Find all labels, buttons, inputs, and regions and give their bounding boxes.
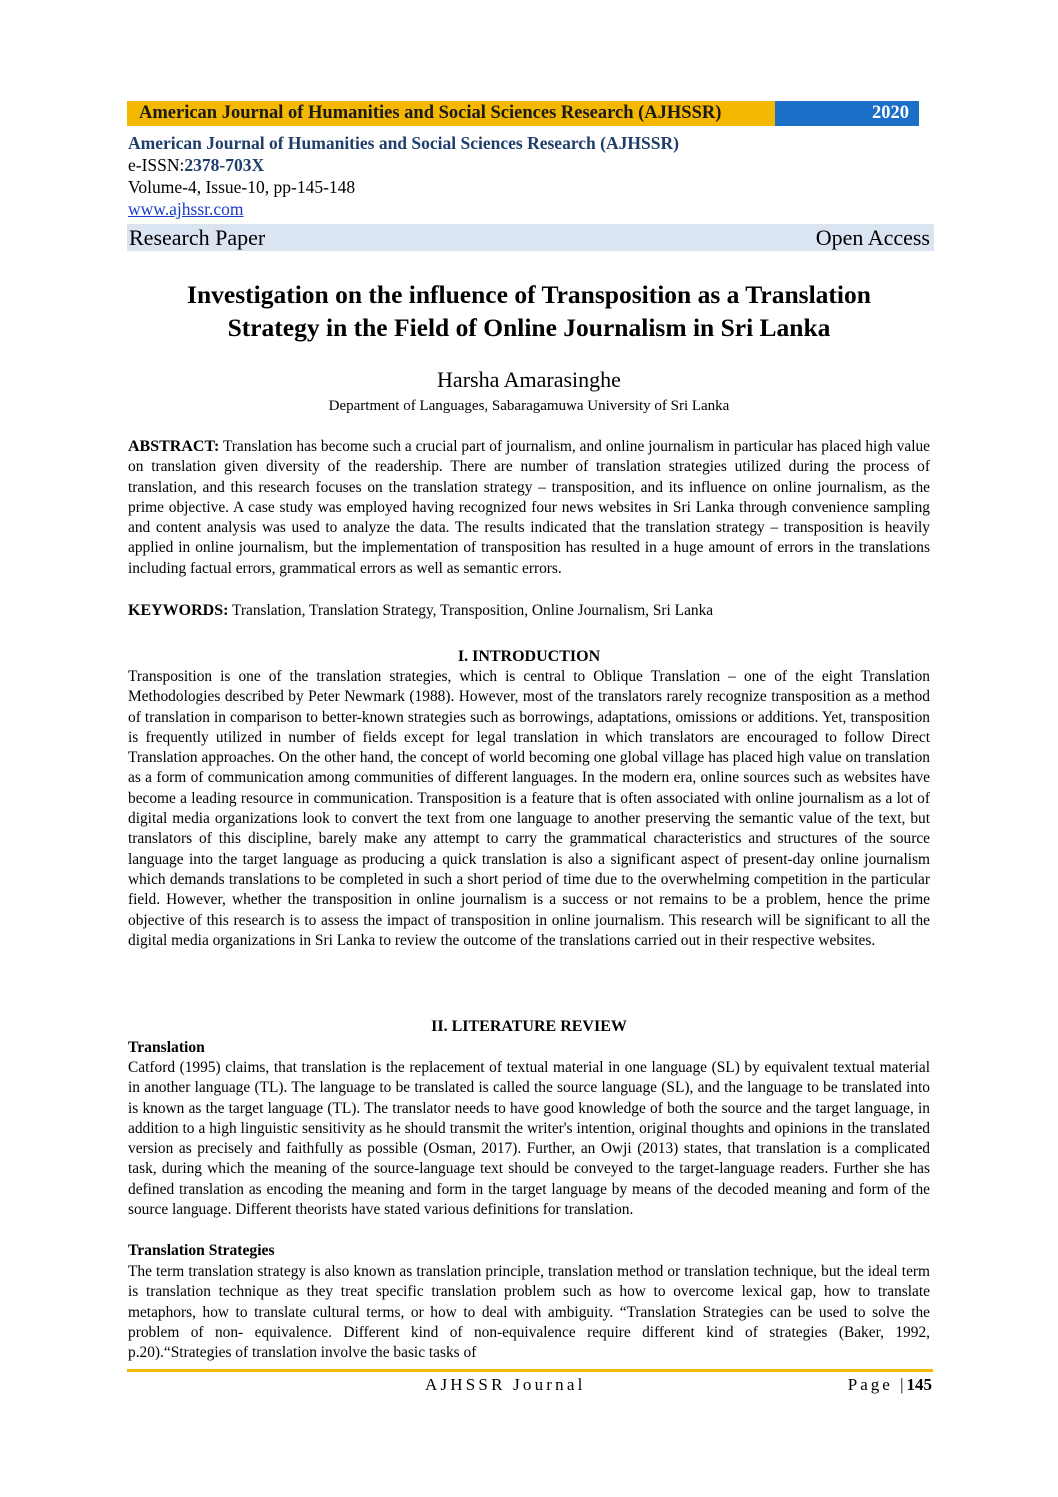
issn-label: e-ISSN: [128,155,185,175]
header-journal-title: American Journal of Humanities and Social Sciences Research (AJHSSR) [127,101,775,126]
title-line-1: Investigation on the influence of Transposition as a Translation [187,280,871,309]
issn-value: 2378-703X [184,155,265,175]
literature-review-heading: II. LITERATURE REVIEW [431,1018,627,1035]
running-header [127,101,919,126]
footer-page-number: 145 [906,1375,932,1394]
issn-line [128,154,928,176]
footer-journal: AJHSSR Journal [425,1375,586,1394]
introduction-text: Transposition is one of the translation strategies, which is central to Oblique Translation – one of the eight Translation Methodologies described by Peter Newmark (1988). However, most of the translators rarely recognize transposition as a method of translation in comparison to better-known strategies such as borrowings, adaptations, omissions or additions. Yet, transposition is frequently utilized in number of fields except for legal translation in which translators are encouraged to follow Direct Translation approaches. On the other hand, the concept of world becoming one global village has placed high value on translation as a form of communication among communities of different languages. In the modern era, online sources such as websites have become a leading resource in communication. Transposition is a feature that is often associated with online journalism as a lot of digital media organizations look to convert the text from one language to another preserving the semantic value of the text, but translators of this discipline, barely make any attempt to carry the grammatical characteristics and structures of the source language into the target language as producing a quick translation is also a significant aspect of present-day online journalism which demands translations to be completed in such a short period of time due to the overwhelming competition in the particular field. However, whether the transposition in online journalism is a success or not remains to be a problem, hence the prime objective of this research is to assess the impact of transposition in online journalism. This research will be significant to all the digital media organizations in Sri Lanka to review the outcome of the translations carried out in their respective websites. [128,668,930,949]
keywords-label: KEYWORDS: [128,602,229,619]
footer-rule [127,1369,933,1372]
introduction-heading: I. INTRODUCTION [457,648,601,665]
access-label: Open Access [815,224,930,250]
paper-type-label: Research Paper [129,224,266,250]
footer-page-label: Page | [847,1375,907,1394]
translation-subheading: Translation [128,1039,205,1056]
abstract-label: ABSTRACT: [128,438,220,455]
volume-line: Volume-4, Issue-10, pp-145-148 [128,177,356,197]
keywords-text: Translation, Translation Strategy, Transposition, Online Journalism, Sri Lanka [228,602,714,619]
header-year: 2020 [775,101,919,126]
footer-page [848,1374,932,1396]
translation-text: Catford (1995) claims, that translation is the replacement of textual material in one language (SL) by equivalent textual material in another language (TL). The language to be translated is called the source language (SL), and the language to be translated into is known as the target language (TL). The translator needs to have good knowledge of both the source and the target language, in addition to a high linguistic sensitivity as he should transmit the writer's intention, original thoughts and opinions in the translated version as precisely and faithfully as possible (Osman, 2017). Further, an Owji (2013) states, that translation is a complicated task, during which the meaning of the source-language text should be conveyed to the target-language readers. Further she has defined translation as encoding the meaning and form in the target language by means of the decoded meaning and form of the source language. Different theorists have stated various definitions for translation. [128,1059,930,1219]
website-link[interactable]: www.ajhssr.com [128,199,244,219]
paper-type-bar [127,224,934,251]
abstract [128,437,930,579]
title-line-2: Strategy in the Field of Online Journalism in Sri Lanka [227,313,831,342]
translation-strategies-subheading: Translation Strategies [128,1242,275,1259]
paper-title [100,278,958,344]
abstract-text: Translation has become such a crucial part of journalism, and online journalism in particular has placed high value on translation given diversity of the readership. There are number of translation strategies utilized during the process of translation, and this research focuses on the translation strategy – transposition, and its influence on online journalism, as the prime objective. A case study was employed having recognized four news websites in Sri Lanka through convenience sampling and content analysis was used to analyze the data. The results indicated that the translation strategy – transposition is heavily applied in online journalism, but the implementation of transposition has resulted in a huge amount of errors in the translations including factual errors, grammatical errors as well as semantic errors. [128,438,930,577]
publication-meta [128,132,928,220]
journal-name: American Journal of Humanities and Social Sciences Research (AJHSSR) [128,133,679,153]
author-affiliation: Department of Languages, Sabaragamuwa University of Sri Lanka [328,398,730,414]
author-name: Harsha Amarasinghe [437,367,621,392]
translation-strategies-text: The term translation strategy is also known as translation principle, translation method or translation technique, but the ideal term is translation technique as they treat specific translation problem such as how to overcome lexical gap, how to translate metaphors, how to translate cultural terms, or how to deal with ambiguity. “Translation Strategies can be used to solve the problem of non- equivalence. Different kind of non-equivalence require different kind of strategies (Baker, 1992, p.20).“Strategies of translation involve the basic tasks of [128,1263,930,1362]
keywords [128,601,930,621]
